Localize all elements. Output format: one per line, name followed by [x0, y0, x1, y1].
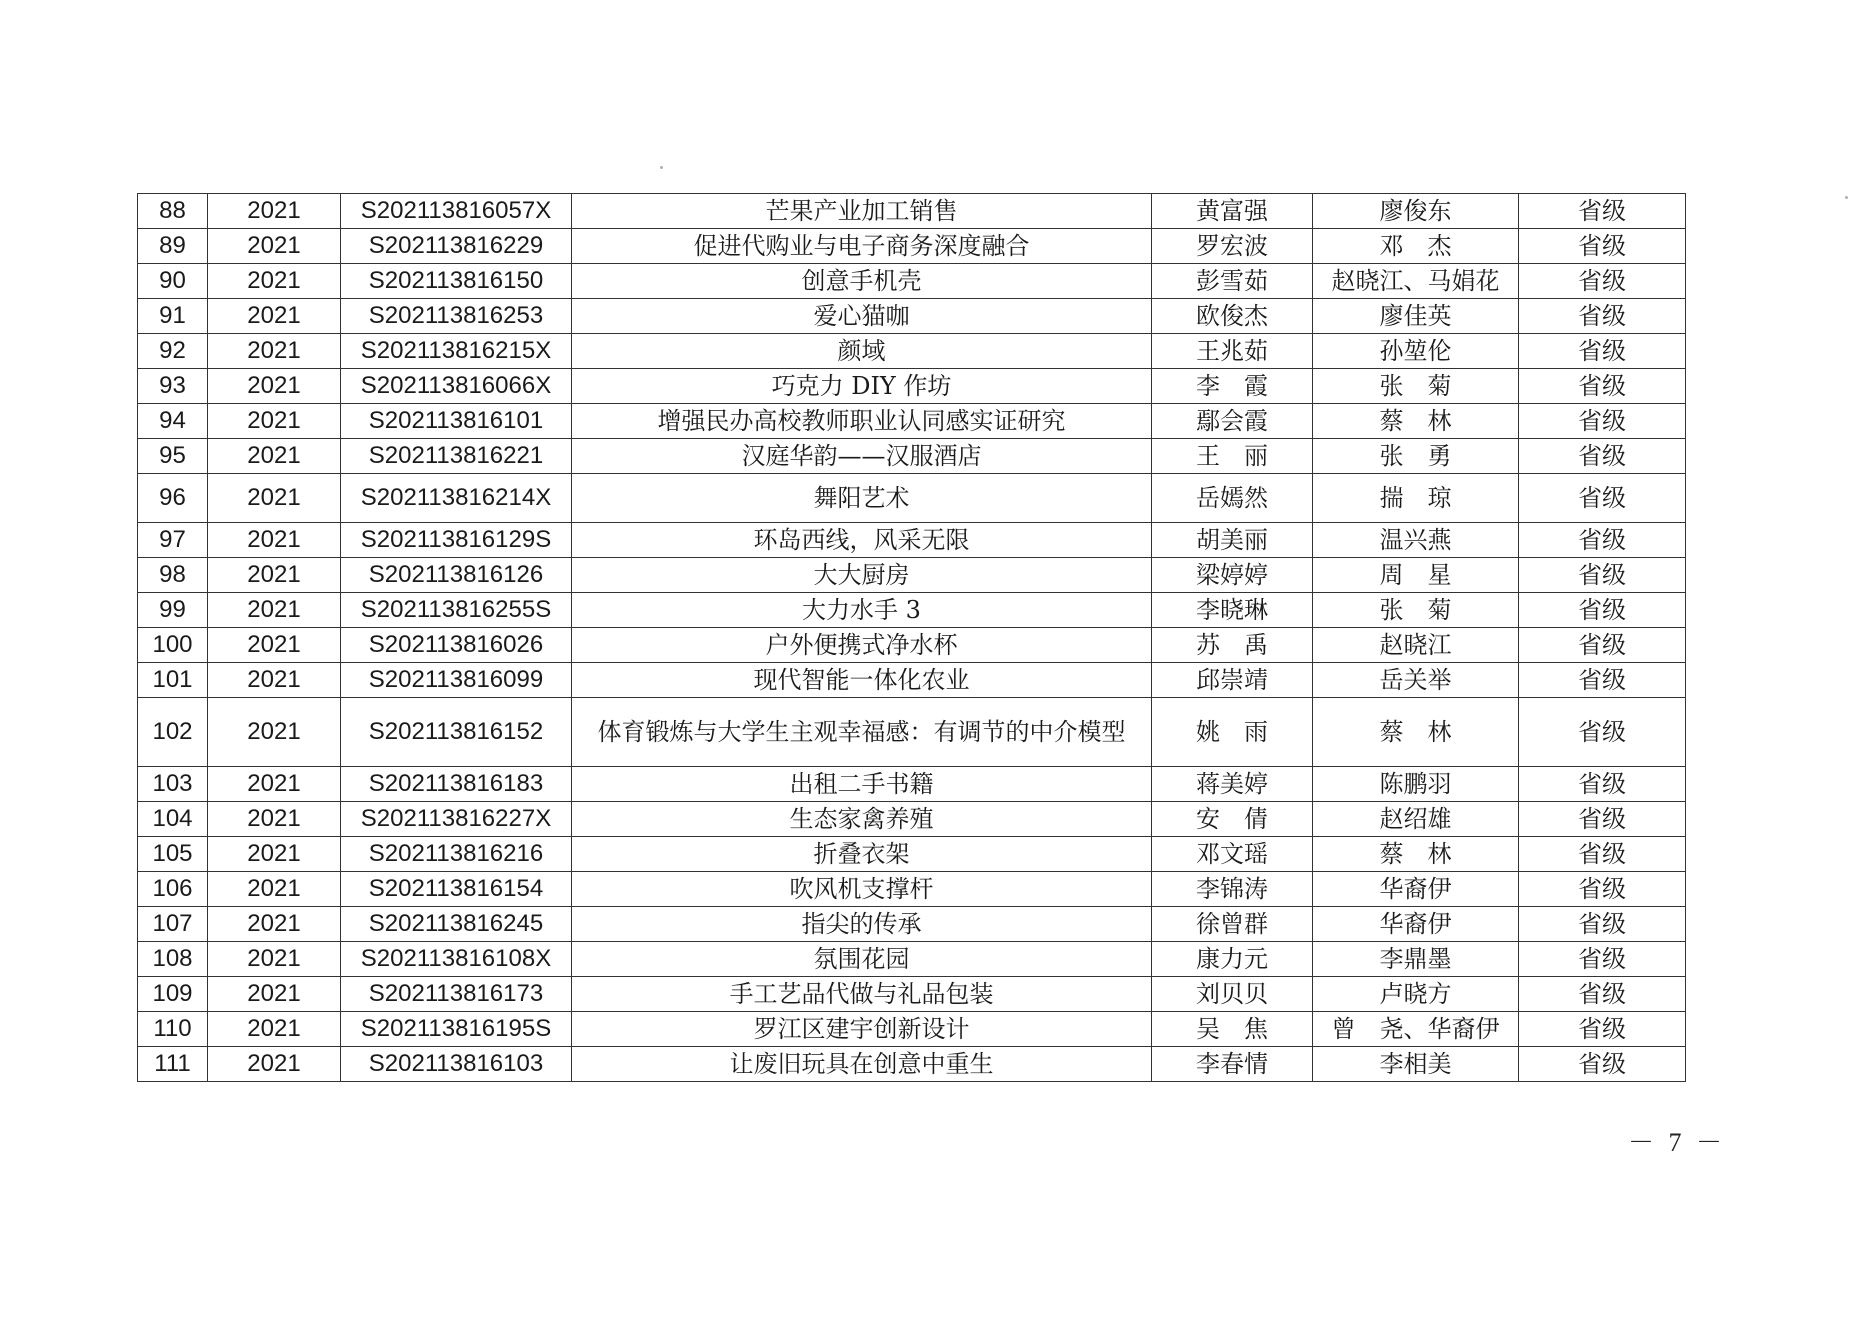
cell-project-code: S202113816057X	[341, 194, 572, 229]
cell-project-name: 大力水手 3	[572, 593, 1152, 628]
cell-year: 2021	[208, 907, 341, 942]
cell-advisor: 张 菊	[1313, 593, 1519, 628]
cell-leader: 岳嫣然	[1152, 474, 1313, 523]
cell-level: 省级	[1519, 1012, 1686, 1047]
cell-advisor: 李鼎墨	[1313, 942, 1519, 977]
cell-leader: 梁婷婷	[1152, 558, 1313, 593]
cell-project-name: 手工艺品代做与礼品包装	[572, 977, 1152, 1012]
table-row	[138, 977, 1686, 1012]
page-number: － 7 －	[1628, 1128, 1727, 1157]
table-row	[138, 229, 1686, 264]
cell-index: 105	[138, 837, 208, 872]
cell-year: 2021	[208, 1047, 341, 1082]
cell-index: 108	[138, 942, 208, 977]
cell-year: 2021	[208, 942, 341, 977]
cell-project-name: 罗江区建宇创新设计	[572, 1012, 1152, 1047]
cell-project-code: S202113816101	[341, 404, 572, 439]
table-row	[138, 802, 1686, 837]
cell-level: 省级	[1519, 1047, 1686, 1082]
table-row	[138, 369, 1686, 404]
cell-year: 2021	[208, 593, 341, 628]
cell-project-name: 环岛西线，风采无限	[572, 523, 1152, 558]
cell-leader: 苏 禹	[1152, 628, 1313, 663]
table-row	[138, 264, 1686, 299]
cell-year: 2021	[208, 698, 341, 767]
cell-advisor: 赵绍雄	[1313, 802, 1519, 837]
cell-leader: 蒋美婷	[1152, 767, 1313, 802]
table-row	[138, 334, 1686, 369]
cell-project-name: 生态家禽养殖	[572, 802, 1152, 837]
table-row	[138, 474, 1686, 523]
cell-index: 95	[138, 439, 208, 474]
cell-leader: 康力元	[1152, 942, 1313, 977]
cell-project-name: 折叠衣架	[572, 837, 1152, 872]
cell-leader: 李锦涛	[1152, 872, 1313, 907]
cell-project-code: S202113816103	[341, 1047, 572, 1082]
cell-level: 省级	[1519, 558, 1686, 593]
cell-project-code: S202113816026	[341, 628, 572, 663]
cell-project-code: S202113816183	[341, 767, 572, 802]
cell-leader: 黄富强	[1152, 194, 1313, 229]
scan-speck	[660, 166, 663, 169]
table-row	[138, 593, 1686, 628]
cell-year: 2021	[208, 334, 341, 369]
table-row	[138, 907, 1686, 942]
cell-index: 110	[138, 1012, 208, 1047]
cell-project-code: S202113816173	[341, 977, 572, 1012]
cell-level: 省级	[1519, 942, 1686, 977]
cell-project-name: 汉庭华韵——汉服酒店	[572, 439, 1152, 474]
cell-advisor: 孙堃伦	[1313, 334, 1519, 369]
cell-project-name: 创意手机壳	[572, 264, 1152, 299]
cell-project-name: 指尖的传承	[572, 907, 1152, 942]
cell-advisor: 周 星	[1313, 558, 1519, 593]
cell-advisor: 廖佳英	[1313, 299, 1519, 334]
cell-advisor: 赵晓江	[1313, 628, 1519, 663]
cell-year: 2021	[208, 369, 341, 404]
cell-leader: 王兆茹	[1152, 334, 1313, 369]
cell-index: 99	[138, 593, 208, 628]
cell-advisor: 张 菊	[1313, 369, 1519, 404]
cell-year: 2021	[208, 977, 341, 1012]
cell-project-code: S202113816216	[341, 837, 572, 872]
cell-index: 97	[138, 523, 208, 558]
cell-leader: 徐曾群	[1152, 907, 1313, 942]
cell-level: 省级	[1519, 474, 1686, 523]
cell-leader: 刘贝贝	[1152, 977, 1313, 1012]
cell-year: 2021	[208, 404, 341, 439]
cell-index: 102	[138, 698, 208, 767]
cell-advisor: 温兴燕	[1313, 523, 1519, 558]
cell-index: 92	[138, 334, 208, 369]
cell-level: 省级	[1519, 194, 1686, 229]
cell-level: 省级	[1519, 663, 1686, 698]
cell-leader: 王 丽	[1152, 439, 1313, 474]
cell-project-name: 爱心猫咖	[572, 299, 1152, 334]
cell-project-code: S202113816066X	[341, 369, 572, 404]
table-row	[138, 698, 1686, 767]
cell-year: 2021	[208, 299, 341, 334]
cell-index: 90	[138, 264, 208, 299]
cell-year: 2021	[208, 802, 341, 837]
cell-leader: 李 霞	[1152, 369, 1313, 404]
cell-project-name: 吹风机支撑杆	[572, 872, 1152, 907]
cell-leader: 姚 雨	[1152, 698, 1313, 767]
cell-leader: 李春情	[1152, 1047, 1313, 1082]
cell-advisor: 岳关举	[1313, 663, 1519, 698]
cell-leader: 罗宏波	[1152, 229, 1313, 264]
cell-index: 109	[138, 977, 208, 1012]
table-row	[138, 628, 1686, 663]
cell-index: 111	[138, 1047, 208, 1082]
cell-leader: 邓文瑶	[1152, 837, 1313, 872]
table-row	[138, 663, 1686, 698]
cell-project-code: S202113816227X	[341, 802, 572, 837]
cell-project-name: 体育锻炼与大学生主观幸福感：有调节的中介模型	[572, 698, 1152, 767]
cell-level: 省级	[1519, 977, 1686, 1012]
cell-project-name: 出租二手书籍	[572, 767, 1152, 802]
cell-project-name: 让废旧玩具在创意中重生	[572, 1047, 1152, 1082]
cell-project-name: 现代智能一体化农业	[572, 663, 1152, 698]
table-row	[138, 872, 1686, 907]
cell-advisor: 华裔伊	[1313, 907, 1519, 942]
cell-leader: 吴 焦	[1152, 1012, 1313, 1047]
table-row	[138, 194, 1686, 229]
cell-year: 2021	[208, 264, 341, 299]
table-row	[138, 1047, 1686, 1082]
cell-advisor: 揣 琼	[1313, 474, 1519, 523]
cell-project-code: S202113816129S	[341, 523, 572, 558]
cell-year: 2021	[208, 558, 341, 593]
cell-project-name: 舞阳艺术	[572, 474, 1152, 523]
cell-level: 省级	[1519, 369, 1686, 404]
table-row	[138, 837, 1686, 872]
cell-leader: 彭雪茹	[1152, 264, 1313, 299]
cell-advisor: 邓 杰	[1313, 229, 1519, 264]
cell-project-code: S202113816099	[341, 663, 572, 698]
scan-speck	[1845, 196, 1848, 199]
cell-index: 107	[138, 907, 208, 942]
cell-advisor: 廖俊东	[1313, 194, 1519, 229]
cell-project-code: S202113816253	[341, 299, 572, 334]
cell-index: 89	[138, 229, 208, 264]
table-row	[138, 942, 1686, 977]
cell-project-code: S202113816152	[341, 698, 572, 767]
cell-year: 2021	[208, 474, 341, 523]
cell-project-name: 芒果产业加工销售	[572, 194, 1152, 229]
cell-project-code: S202113816221	[341, 439, 572, 474]
cell-level: 省级	[1519, 698, 1686, 767]
cell-index: 96	[138, 474, 208, 523]
cell-leader: 欧俊杰	[1152, 299, 1313, 334]
cell-level: 省级	[1519, 299, 1686, 334]
cell-index: 100	[138, 628, 208, 663]
cell-project-code: S202113816255S	[341, 593, 572, 628]
cell-project-name: 促进代购业与电子商务深度融合	[572, 229, 1152, 264]
cell-year: 2021	[208, 767, 341, 802]
cell-project-code: S202113816195S	[341, 1012, 572, 1047]
table-row	[138, 404, 1686, 439]
cell-year: 2021	[208, 628, 341, 663]
cell-index: 106	[138, 872, 208, 907]
cell-year: 2021	[208, 1012, 341, 1047]
cell-level: 省级	[1519, 628, 1686, 663]
cell-level: 省级	[1519, 264, 1686, 299]
cell-level: 省级	[1519, 404, 1686, 439]
project-table	[137, 193, 1686, 1082]
cell-index: 104	[138, 802, 208, 837]
table-row	[138, 299, 1686, 334]
cell-index: 94	[138, 404, 208, 439]
cell-project-name: 增强民办高校教师职业认同感实证研究	[572, 404, 1152, 439]
cell-level: 省级	[1519, 523, 1686, 558]
cell-project-code: S202113816214X	[341, 474, 572, 523]
cell-leader: 胡美丽	[1152, 523, 1313, 558]
project-table-body	[138, 194, 1686, 1082]
cell-level: 省级	[1519, 802, 1686, 837]
table-row	[138, 523, 1686, 558]
cell-advisor: 华裔伊	[1313, 872, 1519, 907]
cell-level: 省级	[1519, 593, 1686, 628]
cell-index: 98	[138, 558, 208, 593]
cell-advisor: 卢晓方	[1313, 977, 1519, 1012]
cell-level: 省级	[1519, 439, 1686, 474]
cell-year: 2021	[208, 194, 341, 229]
cell-year: 2021	[208, 439, 341, 474]
cell-advisor: 陈鹏羽	[1313, 767, 1519, 802]
cell-leader: 李晓琳	[1152, 593, 1313, 628]
cell-year: 2021	[208, 837, 341, 872]
cell-index: 91	[138, 299, 208, 334]
cell-level: 省级	[1519, 767, 1686, 802]
cell-index: 88	[138, 194, 208, 229]
cell-level: 省级	[1519, 334, 1686, 369]
cell-advisor: 蔡 林	[1313, 837, 1519, 872]
cell-project-code: S202113816229	[341, 229, 572, 264]
cell-level: 省级	[1519, 229, 1686, 264]
cell-leader: 邱崇靖	[1152, 663, 1313, 698]
cell-index: 93	[138, 369, 208, 404]
cell-project-name: 氛围花园	[572, 942, 1152, 977]
cell-project-code: S202113816215X	[341, 334, 572, 369]
cell-advisor: 赵晓江、马娟花	[1313, 264, 1519, 299]
table-row	[138, 558, 1686, 593]
table-row	[138, 439, 1686, 474]
cell-advisor: 张 勇	[1313, 439, 1519, 474]
cell-project-code: S202113816126	[341, 558, 572, 593]
cell-leader: 鄢会霞	[1152, 404, 1313, 439]
table-row	[138, 1012, 1686, 1047]
cell-year: 2021	[208, 663, 341, 698]
cell-project-name: 颜域	[572, 334, 1152, 369]
cell-project-code: S202113816150	[341, 264, 572, 299]
cell-project-name: 巧克力 DIY 作坊	[572, 369, 1152, 404]
cell-advisor: 李相美	[1313, 1047, 1519, 1082]
cell-level: 省级	[1519, 907, 1686, 942]
cell-level: 省级	[1519, 872, 1686, 907]
cell-project-code: S202113816245	[341, 907, 572, 942]
cell-leader: 安 倩	[1152, 802, 1313, 837]
cell-advisor: 蔡 林	[1313, 698, 1519, 767]
cell-advisor: 曾 尧、华裔伊	[1313, 1012, 1519, 1047]
cell-year: 2021	[208, 523, 341, 558]
cell-index: 103	[138, 767, 208, 802]
cell-advisor: 蔡 林	[1313, 404, 1519, 439]
cell-project-code: S202113816108X	[341, 942, 572, 977]
table-row	[138, 767, 1686, 802]
cell-project-code: S202113816154	[341, 872, 572, 907]
cell-year: 2021	[208, 229, 341, 264]
cell-project-name: 大大厨房	[572, 558, 1152, 593]
cell-year: 2021	[208, 872, 341, 907]
cell-level: 省级	[1519, 837, 1686, 872]
cell-index: 101	[138, 663, 208, 698]
cell-project-name: 户外便携式净水杯	[572, 628, 1152, 663]
